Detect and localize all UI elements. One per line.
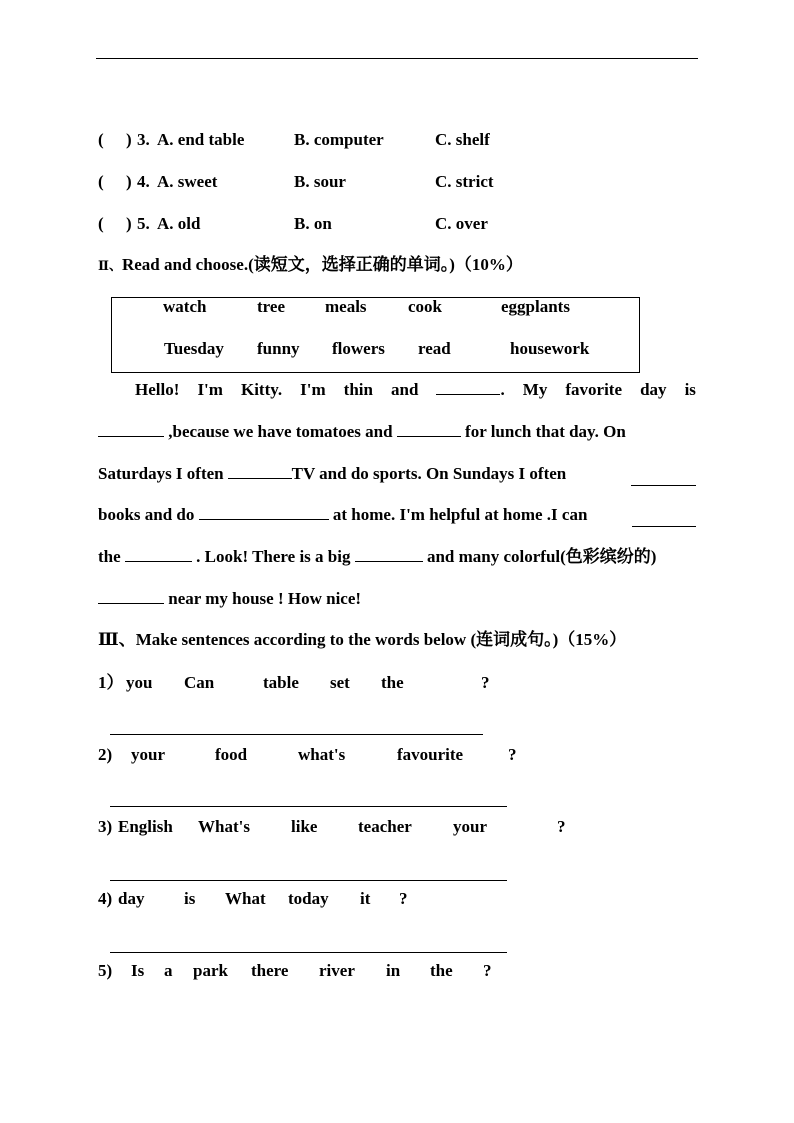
passage-word: and [391, 380, 419, 399]
scrambled-word: in [386, 961, 401, 980]
fill-blank[interactable] [631, 470, 696, 486]
item-number: 2) [98, 745, 113, 764]
passage-line-3 [98, 463, 566, 485]
section-2-title: Read and choose.(读短文，选择正确的单词。)（10%） [121, 255, 523, 274]
section-2-number: Ⅱ、 [98, 258, 122, 273]
passage-text: the [98, 547, 121, 566]
passage-text: TV and do sports. On Sundays I often [291, 464, 567, 483]
scrambled-word: day [118, 889, 145, 908]
answer-paren-close: ) [126, 214, 132, 233]
section-2-heading [98, 254, 523, 277]
passage-line-5 [98, 546, 656, 568]
passage-word: is [684, 380, 696, 399]
scrambled-word: your [131, 745, 165, 764]
question-number: 3. [137, 130, 150, 149]
word-bank-item: meals [325, 297, 367, 316]
word-bank-item: flowers [332, 339, 385, 358]
fill-blank[interactable] [125, 546, 192, 562]
answer-line[interactable] [110, 734, 483, 735]
passage-text: books and do [98, 505, 195, 524]
fill-blank[interactable] [98, 588, 164, 604]
passage-line-6 [98, 588, 361, 610]
option-b: B. on [294, 214, 332, 233]
option-a: A. sweet [157, 172, 218, 191]
scrambled-word: park [193, 961, 228, 980]
scrambled-word: ? [481, 673, 490, 692]
option-b: B. computer [294, 130, 384, 149]
scrambled-word: table [263, 673, 299, 692]
scrambled-word: there [251, 961, 289, 980]
passage-text: Saturdays I often [98, 464, 224, 483]
word-bank-item: housework [510, 339, 590, 358]
answer-paren-close: ) [126, 172, 132, 191]
scrambled-word: what's [298, 745, 346, 764]
scrambled-word: What's [198, 817, 250, 836]
passage-line-1 [135, 379, 696, 401]
scrambled-word: the [430, 961, 453, 980]
scrambled-word: like [291, 817, 318, 836]
scrambled-word: it [360, 889, 371, 908]
passage-word: . [500, 380, 505, 399]
fill-blank[interactable] [436, 379, 500, 395]
passage-word: My [522, 380, 548, 399]
option-a: A. end table [157, 130, 245, 149]
passage-word: thin [343, 380, 373, 399]
item-number: 4) [98, 889, 113, 908]
scrambled-word: is [184, 889, 196, 908]
item-number: 5) [98, 961, 113, 980]
fill-blank[interactable] [98, 421, 164, 437]
passage-word: I'm [197, 380, 223, 399]
fill-blank[interactable] [397, 421, 461, 437]
fill-blank[interactable] [199, 504, 329, 520]
option-c: C. shelf [435, 130, 490, 149]
passage-word: Kitty. [240, 380, 283, 399]
passage-text: ,because we have tomatoes and [168, 422, 393, 441]
passage-text: near my house ! How nice! [168, 589, 362, 608]
item-number: 3) [98, 817, 113, 836]
scrambled-word: ? [399, 889, 408, 908]
scrambled-word: favourite [397, 745, 464, 764]
answer-line[interactable] [110, 880, 507, 881]
passage-text: and many colorful(色彩缤纷的) [426, 547, 657, 566]
word-bank-item: watch [163, 297, 207, 316]
scrambled-word: What [225, 889, 266, 908]
question-number: 5. [137, 214, 150, 233]
option-c: C. strict [435, 172, 494, 191]
fill-blank[interactable] [355, 546, 423, 562]
word-bank-item: tree [257, 297, 285, 316]
option-b: B. sour [294, 172, 346, 191]
passage-line-2 [98, 421, 626, 443]
passage-word: Hello! [135, 380, 180, 399]
scrambled-word: set [330, 673, 350, 692]
word-bank-item: funny [257, 339, 300, 358]
top-rule [96, 58, 698, 59]
scrambled-word: teacher [358, 817, 412, 836]
answer-line[interactable] [110, 806, 507, 807]
answer-paren-open: ( [98, 214, 104, 233]
scrambled-word: you [126, 673, 153, 692]
word-bank-item: cook [408, 297, 442, 316]
item-number: 1） [98, 673, 124, 692]
passage-text: for lunch that day. On [465, 422, 626, 441]
passage-text: . Look! There is a big [196, 547, 351, 566]
scrambled-word: ? [483, 961, 492, 980]
passage-word: day [640, 380, 667, 399]
scrambled-word: your [453, 817, 487, 836]
word-bank-item: Tuesday [164, 339, 224, 358]
scrambled-word: a [164, 961, 173, 980]
scrambled-word: food [215, 745, 248, 764]
passage-word: favorite [565, 380, 623, 399]
scrambled-word: English [118, 817, 173, 836]
answer-line[interactable] [110, 952, 507, 953]
scrambled-word: Is [131, 961, 145, 980]
scrambled-word: Can [184, 673, 215, 692]
scrambled-word: river [319, 961, 355, 980]
answer-paren-close: ) [126, 130, 132, 149]
fill-blank[interactable] [632, 511, 696, 527]
scrambled-word: the [381, 673, 404, 692]
answer-paren-open: ( [98, 172, 104, 191]
passage-line-4 [98, 504, 587, 526]
word-bank-item: read [418, 339, 451, 358]
option-a: A. old [157, 214, 201, 233]
section-3-heading: Ⅲ、Make sentences according to the words below (连词成句。)（15%） [98, 630, 627, 649]
fill-blank[interactable] [228, 463, 292, 479]
scrambled-word: ? [557, 817, 566, 836]
passage-text: at home. I'm helpful at home .I can [332, 505, 588, 524]
answer-paren-open: ( [98, 130, 104, 149]
question-number: 4. [137, 172, 150, 191]
scrambled-word: today [288, 889, 329, 908]
option-c: C. over [435, 214, 488, 233]
passage-word: I'm [300, 380, 326, 399]
scrambled-word: ? [508, 745, 517, 764]
word-bank-item: eggplants [501, 297, 570, 316]
